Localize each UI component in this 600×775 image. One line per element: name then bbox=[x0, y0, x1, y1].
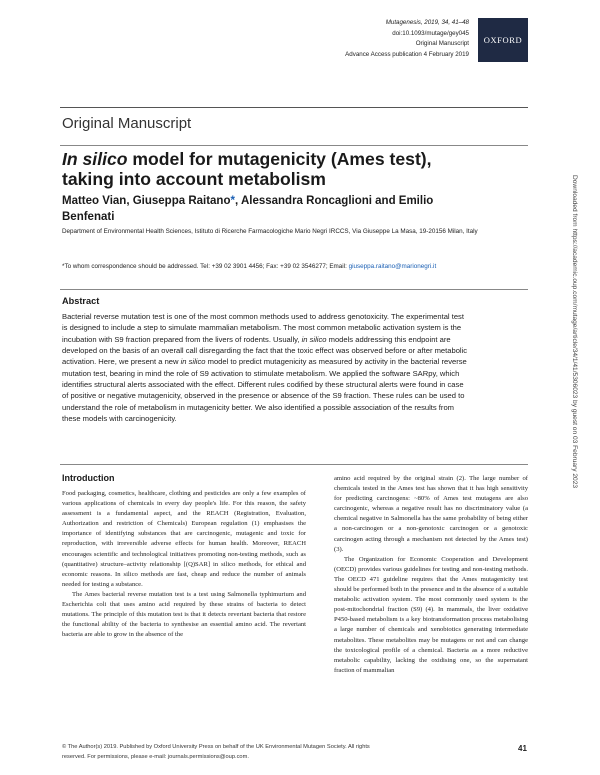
correspondence-text: *To whom correspondence should be addressed. Tel: +39 02 3901 4456; Fax: +39 02 3546277; Email: bbox=[62, 263, 349, 270]
page-number: 41 bbox=[518, 744, 527, 753]
access-line: Advance Access publication 4 February 2019 bbox=[345, 50, 469, 58]
abstract-p3: model to predict mutagenicity as measured by activity in the bacterial reverse mutation test, bearing in mind the role of S9 activation to stimulate metabolism. We applied the software SARpy, which identifies structural alerts associated with the effect. Different rules codified by these structural alerts were found in case of positive or negative mutagenicity, observed in the presence or absence of the S9 fraction. These rules can be used to understand the role of metabolism in mutagenicity better. We also identified a possible association of the results from these models with carcinogenicity. bbox=[62, 357, 467, 424]
oxford-logo: OXFORD bbox=[478, 18, 528, 62]
abstract-italic-2: in silico bbox=[180, 357, 206, 367]
correspondence bbox=[62, 261, 482, 272]
body-column-right bbox=[334, 474, 528, 676]
abstract-italic-1: in silico bbox=[301, 334, 327, 344]
affiliation: Department of Environmental Health Sciences, Istituto di Ricerche Farmacologiche Mario Negri IRCCS, Via Giuseppe La Masa, 19-20156 Milan, Italy bbox=[62, 228, 478, 235]
abstract-p2: models addressing this endpoint are developed on the basis of an overall call disregarding the fact that the toxic effect was observed before or after metabolic activation. Here, we present a new bbox=[62, 334, 468, 367]
authors-first: Matteo Vian, Giuseppa Raitano bbox=[62, 195, 231, 207]
section-label: Original Manuscript bbox=[62, 115, 192, 132]
abstract-heading: Abstract bbox=[62, 296, 100, 306]
intro-paragraph-3: amino acid required by the original strain (2). The large number of chemicals tested in the Ames test has shown that it has high sensitivity for predicting carcinogens: ~80% of Ames test mutagens are also carcinogenic, whereas a negative result has no discriminatory value (a chemical negative in Salmonella has the same probability of being either a non-carcinogen or a non-genotoxic carcinogen or a genotoxic carcinogen acting through a mechanism not detected by the Ames test) (3). bbox=[334, 475, 528, 553]
introduction-heading: Introduction bbox=[62, 473, 115, 483]
authors-rest: , Alessandra Roncaglioni and Emilio Benfenati bbox=[62, 195, 434, 223]
intro-paragraph-4: The Organization for Economic Cooperation and Development (OECD) provides various guidelines for testing and non-testing methods. The OECD 471 guideline requires that the Ames mutagenicity test should be performed both in the presence and in the absence of a suitable metabolic activation system. The most commonly used system is the post-mitochondrial fraction (S9) (4). In mammals, the liver oxidative P450-based metabolism is a key biotransformation process metabolising a large number of chemicals and xenobiotics generating intermediate metabolites. These metabolites may be mutagens or not and can change the toxicological profile of a chemical. Bacteria as a more reductive metabolic capability, lacking the oxidising one, so the supernatant fraction of mammalian bbox=[334, 555, 528, 674]
header-label: Original Manuscript bbox=[415, 40, 469, 48]
top-rule bbox=[60, 107, 528, 108]
copyright-footer bbox=[62, 742, 482, 762]
copyright-line-2: reserved. For permissions, please e-mail: journals.permissions@oup.com. bbox=[62, 754, 249, 760]
author-list bbox=[62, 194, 482, 225]
body-column-left bbox=[62, 489, 306, 640]
journal-citation: Mutagenesis, 2019, 34, 41–48 bbox=[385, 19, 469, 26]
abstract-text bbox=[62, 311, 468, 424]
article-title bbox=[62, 149, 482, 189]
intro-paragraph-2: The Ames bacterial reverse mutation test is a test using Salmonella typhimurium and Escherichia coli that uses amino acid required by these strains of bacteria to detect mutations. The principle of this mutation test is that it detects revertant bacteria that restore the functional ability of the bacteria to synthesise an essential amino acid. The revertant bacteria are able to grow in the absence of the bbox=[62, 590, 306, 639]
download-watermark: Downloaded from https://academic.oup.com/mutage/article/34/1/41/5306023 by guest on 03 February 2023 bbox=[571, 175, 578, 489]
header-meta bbox=[345, 18, 469, 60]
title-italic: In silico bbox=[62, 149, 128, 169]
corresponding-star[interactable]: * bbox=[230, 195, 235, 207]
abstract-p1: Bacterial reverse mutation test is one of the most common methods used to address genotoxicity. The experimental test is designed to include a step to simulate mammalian metabolism. The most common metabolic activation system is the incubation with S9 fraction prepared from the livers of rodents. Usually, bbox=[62, 312, 464, 344]
title-rest: model for mutagenicity (Ames test), taking into account metabolism bbox=[62, 149, 432, 189]
copyright-line-1: © The Author(s) 2019. Published by Oxford University Press on behalf of the UK Environmental Mutagen Society. All rights bbox=[62, 744, 370, 750]
intro-paragraph-1: Food packaging, cosmetics, healthcare, clothing and pesticides are only a few examples of various applications of chemicals in every day people's life. For this reason, the safety assessment is a fundamental aspect, and the REACH (Registration, Evaluation, Authorization and restriction of Chemicals) European regulation (1) emphasises the importance of identifying substances that are carcinogenic, mutagenic and toxic for reproduction, with irreversible adverse effects for human health. Moreover, REACH encourages scientific and technological initiatives promoting non-testing methods, such as (quantitative) structure–activity relationship [(Q)SAR] in silico methods, for ethical and economic reasons. In silico methods are fast, cheap and reduce the number of animals needed for testing a substance. bbox=[62, 490, 306, 588]
doi[interactable]: doi:10.1093/mutage/gey045 bbox=[392, 29, 469, 37]
section-rule bbox=[60, 145, 528, 146]
correspondence-email[interactable]: giuseppa.raitano@marionegri.it bbox=[348, 263, 437, 270]
